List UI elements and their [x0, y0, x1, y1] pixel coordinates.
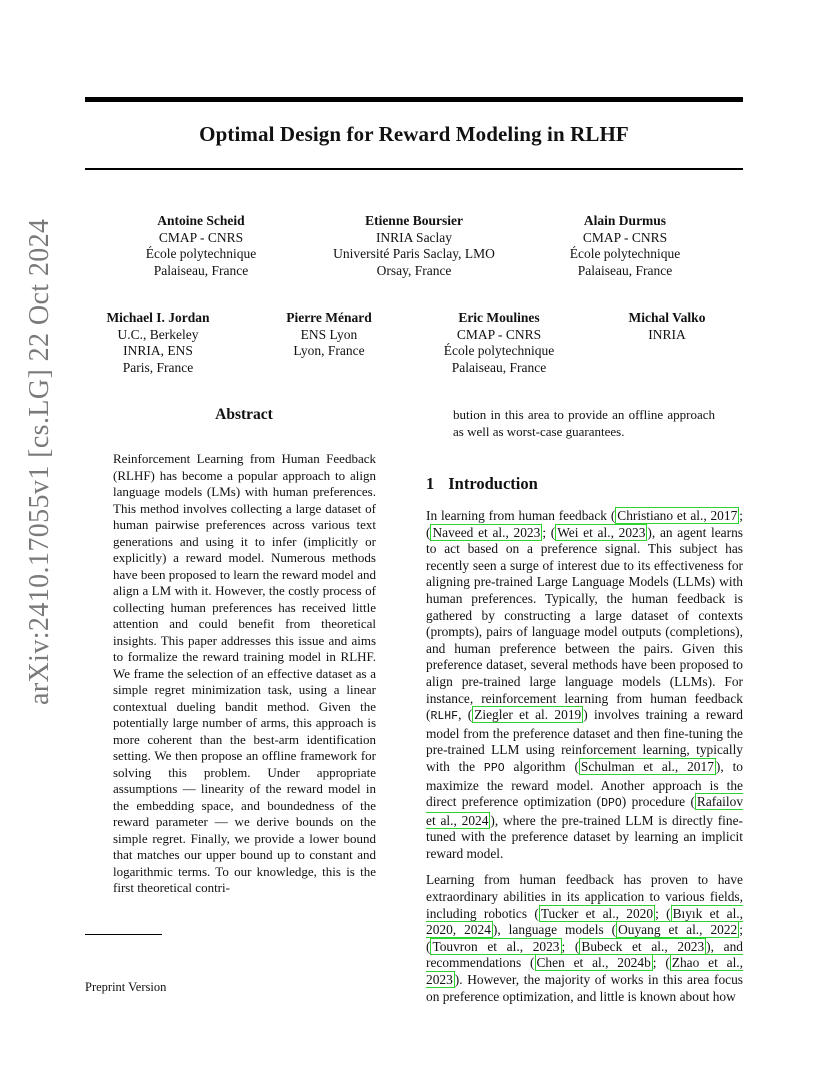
author-affiliation: Lyon, France	[293, 343, 365, 358]
citation-link[interactable]: Naveed et al., 2023	[432, 524, 541, 540]
intro-paragraph-1: In learning from human feedback ( Christiano et al., 2017 ; ( Naveed et al., 2023 ; ( Wei et al., 2023 ), an agent learns to act based on a preference signal. This subject has recently seen a surge of interest due to its effectiveness for aligning pre-trained Large Language Models (LLMs) with human preferences. Typically, the human feedback is gathered by constructing a large dataset of contexts (prompts), pairs of language model outputs (completions), and human preference between the pairs. Given this preference dataset, several methods have been proposed to align pre-trained large language models (LLMs). For instance, reinforcement learning from human feedback (RLHF, ( Ziegler et al. 2019 ) involves training a reward model from the preference dataset and then fine-tuning the pre-trained LLM using reinforcement learning, typically with the PPO algorithm ( Schulman et al., 2017 ), to maximize the reward model. Another approach is the direct preference optimization (DPO) procedure ( Rafailov et al., 2024 ), where the pre-trained LLM is directly fine-tuned with the preference dataset by learning an implicit reward model.	[426, 508, 744, 861]
author-name: Pierre Ménard	[286, 310, 372, 325]
author-name: Antoine Scheid	[157, 213, 245, 228]
author-block	[121, 213, 281, 279]
author-block	[319, 213, 509, 279]
citation-link[interactable]: Rafailov et al., 2024	[426, 794, 744, 828]
citation-link[interactable]: Touvron et al., 2023	[432, 938, 560, 954]
author-affiliation: INRIA, ENS	[123, 343, 193, 358]
abstract-continuation-text: bution in this area to provide an offline approach as well as worst-case guarantees.	[453, 407, 715, 439]
author-name: Alain Durmus	[583, 213, 667, 228]
citation-link[interactable]: Bıyık et al., 2020, 2024	[426, 905, 744, 938]
author-name: Eric Moulines	[458, 310, 540, 325]
title-bottom-rule	[85, 168, 743, 170]
author-affiliation: ENS Lyon	[300, 326, 358, 342]
author-affiliation: INRIA Saclay	[375, 229, 453, 245]
author-affiliation: Paris, France	[122, 359, 194, 375]
author-affiliation: U.C., Berkeley	[117, 326, 199, 342]
author-name: Michael I. Jordan	[106, 310, 210, 325]
citation-link[interactable]: Tucker et al., 2020	[540, 905, 654, 921]
intro-paragraph-2: Learning from human feedback has proven to have extraordinary abilities in its application to various fields, including robotics ( Tucker et al., 2020 ; ( Bıyık et al., 2020, 2024 ), language models ( Ouyang et al., 2022 ; ( Touvron et al., 2023 ; ( Bubeck et al., 2023 ), and recommendations ( Chen et al., 2024b ; ( Zhao et al., 2023 ). However, the majority of works in this area focus on preference optimization, and little is known about how	[426, 872, 744, 1004]
section-number: 1	[426, 474, 435, 493]
author-affiliation: Université Paris Saclay, LMO	[333, 246, 495, 261]
intro-body	[426, 508, 743, 1005]
author-block	[426, 310, 572, 376]
author-affiliation: CMAP - CNRS	[456, 326, 542, 342]
acronym-code: RLHF	[430, 710, 459, 724]
citation-link[interactable]: Wei et al., 2023	[557, 524, 646, 540]
author-affiliation: Palaiseau, France	[451, 359, 547, 375]
footnote: Preprint Version	[85, 980, 167, 994]
citation-link[interactable]: Bubeck et al., 2023	[581, 938, 705, 954]
author-affiliation: École polytechnique	[443, 343, 555, 358]
author-name: Etienne Boursier	[365, 213, 463, 228]
author-affiliation: Palaiseau, France	[577, 262, 673, 278]
author-block	[602, 310, 732, 343]
abstract-body	[113, 451, 376, 897]
acronym-code: DPO	[601, 797, 622, 811]
author-affiliation: Orsay, France	[376, 262, 452, 278]
citation-link[interactable]: Zhao et al., 2023	[426, 955, 743, 988]
title-top-rule	[85, 97, 743, 102]
arxiv-stamp: arXiv:2410.17055v1 [cs.LG] 22 Oct 2024	[24, 218, 55, 705]
author-block	[545, 213, 705, 279]
author-affiliation: Palaiseau, France	[153, 262, 249, 278]
abstract-heading: Abstract	[215, 406, 273, 423]
citation-link[interactable]: Christiano et al., 2017	[617, 508, 738, 523]
author-affiliation: CMAP - CNRS	[158, 229, 244, 245]
acronym-code: PPO	[483, 761, 505, 775]
author-affiliation: École polytechnique	[569, 246, 681, 261]
author-affiliation: CMAP - CNRS	[582, 229, 668, 245]
citation-link[interactable]: Chen et al., 2024b	[536, 955, 651, 971]
abstract-text: Reinforcement Learning from Human Feedback (RLHF) has become a popular approach to align language models (LMs) with human preferences. This method involves collecting a large dataset of human pairwise preferences across various text generations and using it to infer (implicitly or explicitly) a reward model. Numerous methods have been proposed to learn the reward model and align a LM with it. However, the costly process of collecting human preferences has received little attention and could benefit from theoretical insights. This paper addresses this issue and aims to formalize the reward training model in RLHF. We frame the selection of an effective dataset as a simple regret minimization task, using a linear contextual dueling bandit method. Given the potentially large number of arms, this approach is more coherent than the best-arm identification setting. We then propose an offline framework for solving this problem. Under appropriate assumptions — linearity of the reward model in the embedding space, and boundedness of the reward parameter — we derive bounds on the simple regret. Finally, we provide a lower bound that matches our upper bound up to constant and logarithmic terms. To our knowledge, this is the first theoretical contri-	[113, 451, 376, 895]
author-name: Michal Valko	[628, 310, 706, 325]
author-affiliation: École polytechnique	[145, 246, 257, 261]
author-block	[85, 310, 231, 376]
citation-link[interactable]: Ouyang et al., 2022	[618, 922, 738, 938]
section-title: Introduction	[448, 474, 538, 493]
paper-title: Optimal Design for Reward Modeling in RLHF	[199, 122, 629, 146]
section-heading	[426, 474, 538, 494]
citation-link[interactable]: Ziegler et al. 2019	[474, 707, 582, 723]
footnote-rule	[85, 934, 162, 935]
citation-link[interactable]: Schulman et al., 2017	[580, 758, 714, 774]
author-affiliation: INRIA	[648, 326, 686, 342]
abstract-continuation	[453, 407, 715, 440]
author-block	[262, 310, 396, 360]
